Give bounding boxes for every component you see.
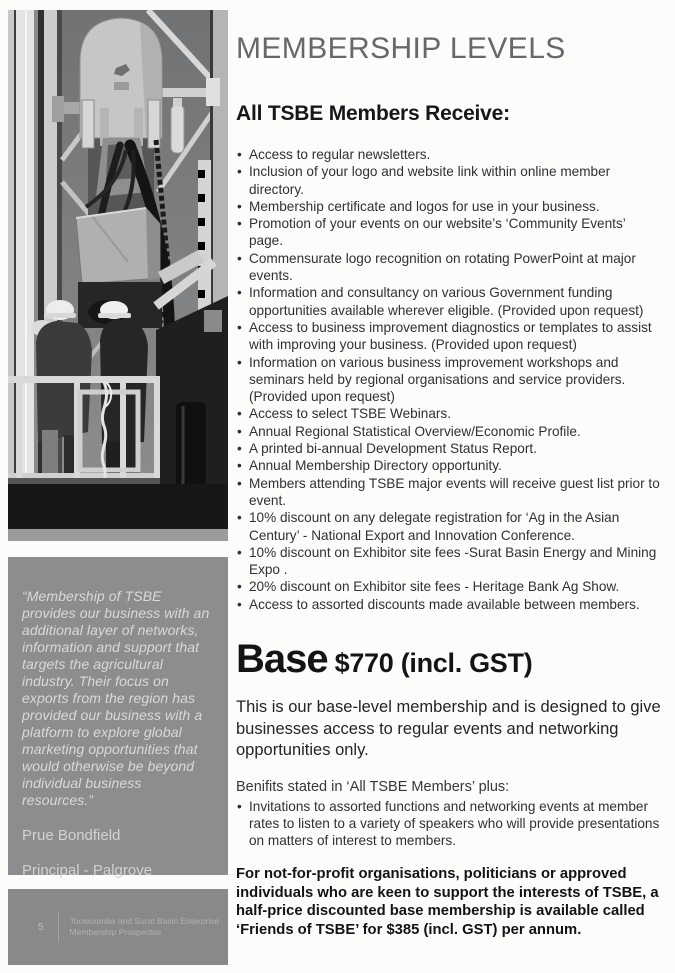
testimonial-role: Principal - Palgrove (22, 862, 153, 879)
footer-divider (58, 912, 59, 942)
benefit-list-item: • Invitations to assorted functions and networking events at member rates to listen to a variety of speakers who will provide presentations on matters of interest to members. (236, 798, 662, 850)
base-level-name: Base (236, 637, 328, 682)
benefit-list-item: • Access to assorted discounts made available between members. (236, 596, 662, 613)
footer-text (70, 916, 220, 939)
main-content (236, 0, 662, 939)
base-price: $770 (incl. GST) (334, 648, 533, 679)
base-description: This is our base-level membership and is designed to give businesses access to regular events and networking opportunities only. (236, 698, 661, 760)
benefit-list-item: • Information and consultancy on various Government funding opportunities available wherever eligible. (Provided upon request) (236, 284, 662, 319)
benefit-list-item: • 10% discount on any delegate registration for ‘Ag in the Asian Century’ - National Export and Innovation Conference. (236, 509, 662, 544)
benefit-list-item: • Membership certificate and logos for use in your business. (236, 198, 662, 215)
rig-photo-illustration (8, 10, 228, 541)
benefit-list-item: • Commensurate logo recognition on rotating PowerPoint at major events. (236, 250, 662, 285)
friends-of-tsbe-note: For not-for-profit organisations, politicians or approved individuals who are keen to support the interests of TSBE, a half-price discounted base membership is available called ‘Friends of TSBE’ for $385 (incl. GST) per annum. (236, 866, 659, 938)
page-number: 5 (38, 921, 44, 933)
base-benefits-lead: Benifits stated in ‘All TSBE Members’ plus: (236, 778, 510, 795)
benefit-list-item: • Promotion of your events on our website’s ‘Community Events’ page. (236, 215, 662, 250)
benefit-list-item: • Information on various business improvement workshops and seminars held by regional organisations and service providers. (Provided upon request) (236, 354, 662, 406)
members-receive-heading: All TSBE Members Receive: (236, 102, 510, 125)
testimonial-quote: “Membership of TSBE provides our business with an additional layer of networks, information and support that targets the agricultural industry. Their focus on exports from the region has provided our business with a platform to explore global marketing opportunities that would otherwise be beyond individual business resources.” (22, 588, 210, 808)
benefit-list-item: • Annual Membership Directory opportunity. (236, 457, 662, 474)
page-footer (8, 889, 228, 965)
base-benefits-list (236, 798, 662, 850)
benefit-list-item: • Annual Regional Statistical Overview/Economic Profile. (236, 423, 662, 440)
base-heading (236, 637, 662, 681)
benefit-list-item: • Access to regular newsletters. (236, 146, 662, 163)
members-benefits-list (236, 146, 662, 613)
footer-org-line: Toowoomba and Surat Basin Enterprise (69, 915, 220, 926)
benefit-list-item: • Members attending TSBE major events will receive guest list prior to event. (236, 475, 662, 510)
benefit-list-item: • Access to business improvement diagnostics or templates to assist with improving your business. (Provided upon request) (236, 319, 662, 354)
testimonial-name: Prue Bondfield (22, 827, 121, 844)
page-title: MEMBERSHIP LEVELS (236, 32, 566, 65)
benefit-list-item: • 20% discount on Exhibitor site fees - Heritage Bank Ag Show. (236, 578, 662, 595)
rig-photo (8, 10, 228, 541)
benefit-list-item: • 10% discount on Exhibitor site fees -Surat Basin Energy and Mining Expo . (236, 544, 662, 579)
benefit-list-item: • Inclusion of your logo and website link within online member directory. (236, 163, 662, 198)
benefit-list-item: • Access to select TSBE Webinars. (236, 405, 662, 422)
benefit-list-item: • A printed bi-annual Development Status Report. (236, 440, 662, 457)
testimonial-box (8, 557, 228, 879)
footer-doc-line: Membership Prospectus (69, 927, 162, 937)
